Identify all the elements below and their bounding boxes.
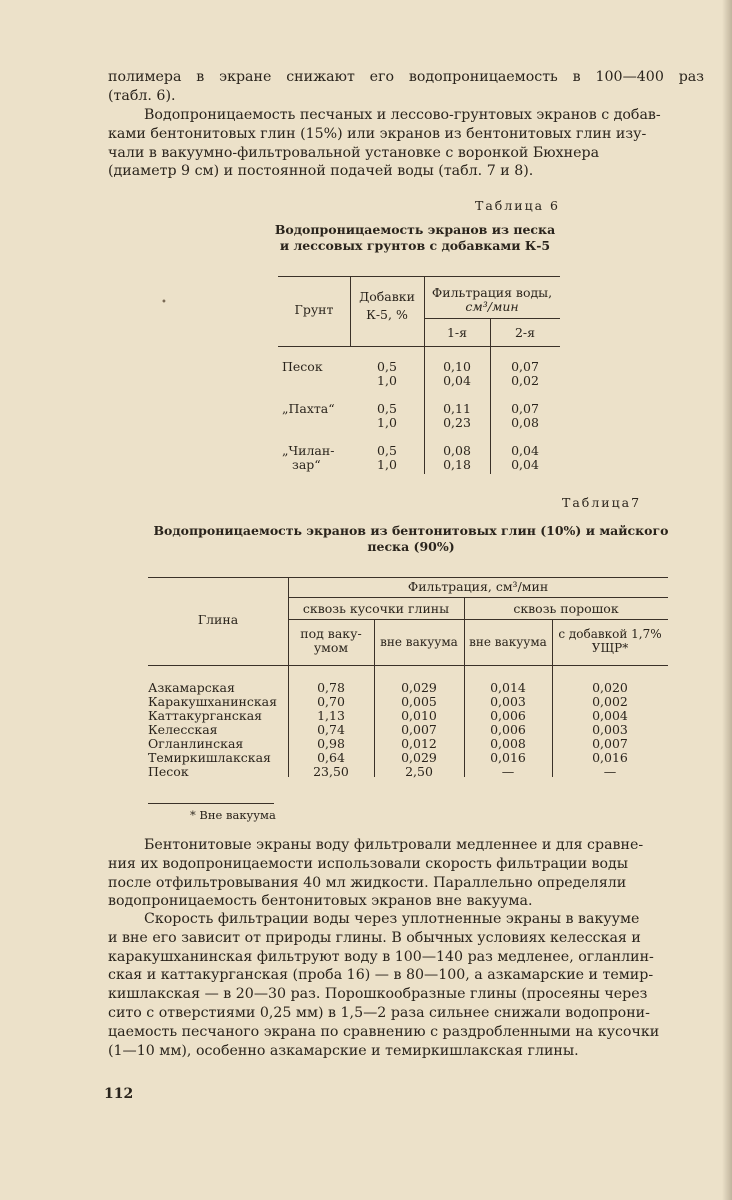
table-row (148, 751, 668, 765)
table6 (278, 276, 560, 476)
table7-header-out-vacuum: вне вакуума (380, 635, 458, 649)
table7-cell-clay: Огланлинская (148, 736, 244, 751)
table7-header-clay: Глина (197, 612, 239, 627)
cell-value: 0,10 (443, 359, 471, 374)
table6-cell-soil: „Пахта“ (282, 401, 335, 416)
table6-header-additive (350, 290, 424, 322)
table7-header-under-vacuum (288, 627, 374, 655)
table7-cell-clay: Келесская (148, 722, 218, 737)
intro-paragraph (108, 68, 704, 106)
text-line: сито с отверстиями 0,25 мм) в 1,5—2 раза сильнее снижали водопрони- (108, 1004, 650, 1021)
cell-value: 0,08 (511, 415, 539, 430)
cell-value: 0,18 (443, 457, 471, 472)
text-line: чали в вакуумно-фильтровальной установке с воронкой Бюхнера (108, 144, 600, 161)
cell-value: 0,07 (511, 359, 539, 374)
table7-title (146, 523, 676, 555)
table7-cell: 0,007 (592, 736, 628, 751)
table7 (148, 577, 668, 787)
table-row (148, 737, 668, 751)
table7-cell-clay: Темиркишлакская (148, 750, 271, 765)
table-rule (148, 577, 668, 578)
table7-cell: — (501, 764, 515, 779)
table6-cell (350, 444, 424, 472)
text-line: кишлакская — в 20—30 раз. Порошкообразные глины (просеяны через (108, 986, 648, 1003)
table-row (148, 695, 668, 709)
cell-value: „Чилан- (282, 443, 335, 458)
table7-title-line: Водопроницаемость экранов из бентонитовых глин (10%) и майского (153, 523, 669, 538)
table7-cell: 0,006 (490, 722, 526, 737)
table7-cell: 0,029 (401, 680, 437, 695)
table7-label: Таблица7 (562, 495, 642, 510)
table7-cell: 0,78 (317, 680, 345, 695)
table-rule (278, 276, 560, 277)
table6-header-second: 2-я (514, 325, 536, 340)
table7-cell-clay: Песок (148, 764, 189, 779)
text-line: Бентонитовые экраны воду фильтровали медленнее и для сравне- (144, 837, 644, 853)
cell-value: 0,11 (443, 401, 471, 416)
cell-value: 0,5 (377, 401, 397, 416)
table7-cell: 0,016 (592, 750, 628, 765)
text-line: полимера в экране снижают его водопроницаемость в 100—400 раз (108, 69, 704, 85)
paragraph-comparison (108, 836, 704, 911)
table6-cell (350, 402, 424, 430)
cell-value: 0,04 (443, 373, 471, 388)
header-line: с добавкой 1,7% (558, 627, 662, 641)
cell-value: 1,0 (377, 373, 397, 388)
cell-value: 0,08 (443, 443, 471, 458)
table-row (148, 723, 668, 737)
cell-value: 0,23 (443, 415, 471, 430)
text-line: Водопроницаемость песчаных и лессово-грунтовых экранов с добав- (144, 107, 661, 123)
table7-cell: 0,98 (317, 736, 345, 751)
cell-value: 0,07 (511, 401, 539, 416)
table6-title-line: Водопроницаемость экранов из песка (274, 222, 556, 237)
cell-value: 1,0 (377, 457, 397, 472)
text-line: ками бентонитовых глин (15%) или экранов из бентонитовых глин изу- (108, 125, 647, 142)
table7-header-with-additive (552, 627, 668, 655)
header-line: Добавки (359, 289, 415, 304)
table7-header-powder: сквозь порошок (513, 601, 619, 616)
text-line: цаемость песчаного экрана по сравнению с раздробленными на кусочки (108, 1023, 660, 1040)
table7-header-filtration: Фильтрация, см³/мин (407, 579, 549, 594)
table7-cell: 0,008 (490, 736, 526, 751)
table6-title (270, 222, 560, 254)
table6-header-filtration (424, 286, 560, 314)
table6-cell (490, 444, 560, 472)
table7-cell: 0,003 (490, 694, 526, 709)
cell-value: зар“ (292, 457, 321, 472)
page-number: 112 (104, 1086, 134, 1102)
table7-footnote: * Вне вакуума (190, 808, 276, 822)
table6-cell (424, 444, 490, 472)
header-line: умом (313, 640, 349, 655)
header-line: см³/мин (465, 299, 519, 314)
cell-value: 1,0 (377, 415, 397, 430)
table7-cell: 0,64 (317, 750, 345, 765)
table7-cell: 0,029 (401, 750, 437, 765)
table6-cell (490, 402, 560, 430)
table6-title-line: и лессовых грунтов с добавками К-5 (279, 238, 551, 253)
header-line: УЩР* (591, 641, 629, 655)
table7-cell: 0,002 (592, 694, 628, 709)
table7-cell-clay: Каракушханинская (148, 694, 278, 709)
paragraph-results (108, 910, 704, 1060)
cell-value: 0,02 (511, 373, 539, 388)
table7-cell: 0,016 (490, 750, 526, 765)
text-line: Скорость фильтрации воды через уплотненные экраны в вакууме (144, 911, 640, 927)
header-line: К-5, % (366, 307, 408, 322)
table-rule (148, 665, 668, 666)
table7-cell: 0,004 (592, 708, 628, 723)
table6-header-soil: Грунт (294, 302, 334, 317)
text-line: каракушханинская фильтруют воду в 100—140 раз медленее, огланлин- (108, 948, 654, 965)
table-rule (424, 318, 560, 319)
table7-cell-clay: Каттакурганская (148, 708, 263, 723)
table6-cell (424, 402, 490, 430)
text-line: после отфильтровывания 40 мл жидкости. Параллельно определяли (108, 874, 627, 891)
table7-cell: 0,010 (401, 708, 437, 723)
text-line: (диаметр 9 см) и постоянной подачей воды (табл. 7 и 8). (108, 163, 534, 180)
table7-cell: 0,005 (401, 694, 437, 709)
table7-cell: 0,014 (490, 680, 526, 695)
table6-cell-soil: Песок (282, 359, 323, 374)
cell-value: 0,5 (377, 359, 397, 374)
table7-cell: 23,50 (313, 764, 349, 779)
table-row (148, 681, 668, 695)
text-line: ния их водопроницаемости использовали скорость фильтрации воды (108, 855, 629, 872)
table-rule (288, 597, 668, 598)
table7-cell: 0,007 (401, 722, 437, 737)
table6-cell (424, 360, 490, 388)
table7-cell-clay: Азкамарская (148, 680, 235, 695)
cell-value: 0,5 (377, 443, 397, 458)
cell-value: 0,04 (511, 443, 539, 458)
paragraph-method (108, 106, 704, 181)
text-line: водопроницаемость бентонитовых экранов вне вакуума. (108, 893, 533, 910)
table6-cell (350, 360, 424, 388)
table7-cell: 0,70 (317, 694, 345, 709)
header-line: под ваку- (300, 626, 362, 641)
text-line: (1—10 мм), особенно азкамарские и темиркишлакская глины. (108, 1042, 579, 1059)
table7-cell: 1,13 (317, 708, 345, 723)
table6-header-first: 1-я (446, 325, 468, 340)
footnote-rule (148, 803, 274, 804)
text-line: ская и каттакурганская (проба 16) — в 80—100, а азкамарские и темир- (108, 967, 654, 984)
text-line: (табл. 6). (108, 87, 176, 104)
table7-header-pieces: сквозь кусочки глины (302, 601, 450, 616)
table7-cell: 0,006 (490, 708, 526, 723)
table7-cell: — (603, 764, 617, 779)
table-rule (278, 346, 560, 347)
header-line: Фильтрация воды, (431, 285, 553, 300)
table7-cell: 0,020 (592, 680, 628, 695)
print-speck: • (161, 297, 167, 308)
table7-cell: 0,74 (317, 722, 345, 737)
table6-cell-soil (282, 444, 334, 472)
table6-cell (490, 360, 560, 388)
table-row (148, 765, 668, 779)
table7-cell: 0,003 (592, 722, 628, 737)
table6-label: Таблица 6 (475, 198, 561, 213)
text-line: и вне его зависит от природы глины. В обычных условиях келесская и (108, 929, 641, 946)
table-row (148, 709, 668, 723)
table7-cell: 2,50 (405, 764, 433, 779)
cell-value: 0,04 (511, 457, 539, 472)
page-edge-shadow (722, 0, 732, 1200)
table7-cell: 0,012 (401, 736, 437, 751)
table7-header-out-vacuum: вне вакуума (469, 635, 547, 649)
table7-title-line: песка (90%) (367, 539, 455, 554)
table-rule (288, 619, 668, 620)
